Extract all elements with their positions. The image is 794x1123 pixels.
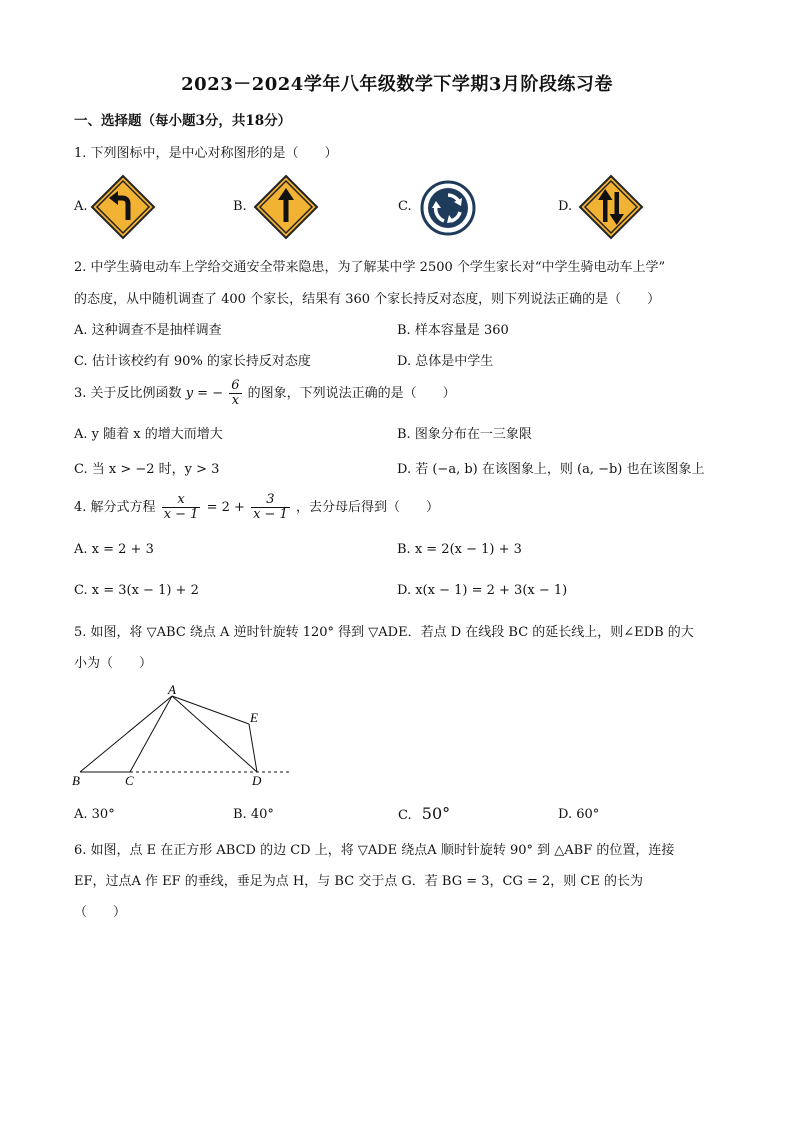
q2-stem-line2: 的态度，从中随机调查了 400 个家长，结果有 360 个家长持反对态度，则下列说法正确的是（ ） bbox=[74, 292, 661, 307]
q4-fraction-2-den: x − 1 bbox=[253, 507, 288, 522]
q3-option-d: D. 若 (−a, b) 在该图象上，则 (a, −b) 也在该图象上 bbox=[397, 462, 705, 477]
segment-ed bbox=[249, 724, 257, 772]
label-e: E bbox=[250, 710, 258, 725]
q4-stem-mid: = 2 + bbox=[206, 500, 245, 515]
page-title: 2023－2024学年八年级数学下学期3月阶段练习卷 bbox=[181, 74, 613, 95]
label-b: B bbox=[72, 773, 80, 788]
q3-stem-post: 的图象，下列说法正确的是（ ） bbox=[247, 386, 456, 401]
q3-func-lhs: y = − bbox=[185, 386, 224, 401]
q2-option-c: C. 估计该校约有 90% 的家长持反对态度 bbox=[74, 354, 311, 369]
q3-option-b: B. 图象分布在一三象限 bbox=[397, 427, 532, 442]
q6-stem-line3: （ ） bbox=[74, 905, 127, 920]
segment-ae bbox=[172, 696, 249, 724]
q3-option-c: C. 当 x > −2 时，y > 3 bbox=[74, 462, 220, 477]
q4-fraction-1-den: x − 1 bbox=[163, 507, 199, 522]
q5-option-c bbox=[398, 804, 450, 823]
q2-stem-line1: 2. 中学生骑电动车上学给交通安全带来隐患，为了解某中学 2500 个学生家长对“中学生骑电动车上学” bbox=[74, 260, 666, 275]
q1-option-d-label: D. bbox=[558, 199, 573, 214]
q2-option-d: D. 总体是中学生 bbox=[397, 354, 494, 369]
q3-fraction bbox=[229, 379, 241, 408]
q1-stem: 1. 下列图标中，是中心对称图形的是（ ） bbox=[74, 146, 338, 161]
label-c: C bbox=[125, 773, 134, 788]
q2-option-b: B. 样本容量是 360 bbox=[397, 323, 509, 338]
q5-stem-line2: 小为（ ） bbox=[74, 656, 153, 671]
q3-stem bbox=[74, 377, 456, 411]
q4-fraction-1-num: x bbox=[162, 493, 201, 508]
q4-stem-pre: 4. 解分式方程 bbox=[74, 500, 156, 515]
label-a: A bbox=[168, 682, 176, 697]
q3-fraction-den: x bbox=[231, 393, 240, 408]
q4-option-d: D. x(x − 1) = 2 + 3(x − 1) bbox=[397, 583, 568, 598]
q5-option-c-value: 50° bbox=[421, 804, 451, 823]
label-d: D bbox=[252, 773, 262, 788]
q5-option-c-prefix: C. bbox=[398, 808, 412, 823]
two-way-traffic-sign-icon bbox=[578, 174, 644, 240]
q4-stem-post: ，去分母后得到（ ） bbox=[295, 500, 439, 515]
roundabout-sign-icon bbox=[420, 180, 476, 236]
q5-option-a: A. 30° bbox=[74, 807, 115, 822]
q6-stem-line2: EF，过点A 作 EF 的垂线，垂足为点 H，与 BC 交于点 G．若 BG = 3，CG = 2，则 CE 的长为 bbox=[74, 874, 643, 889]
q6-stem-line1: 6. 如图，点 E 在正方形 ABCD 的边 CD 上，将 ▽ADE 绕点A 顺时针旋转 90° 到 △ABF 的位置，连接 bbox=[74, 843, 675, 858]
q3-option-a: A. y 随着 x 的增大而增大 bbox=[74, 427, 223, 442]
section-heading: 一、选择题（每小题3分，共18分） bbox=[74, 113, 292, 129]
q4-option-a: A. x = 2 + 3 bbox=[74, 542, 154, 557]
q1-option-b-label: B. bbox=[233, 199, 247, 214]
q4-option-b: B. x = 2(x − 1) + 3 bbox=[397, 542, 522, 557]
segment-ac bbox=[130, 696, 172, 772]
left-turn-sign-icon bbox=[90, 174, 156, 240]
q1-option-a-label: A. bbox=[74, 199, 88, 214]
q5-geometry-figure bbox=[68, 683, 298, 793]
q4-stem bbox=[74, 490, 439, 526]
q5-option-b: B. 40° bbox=[233, 807, 274, 822]
segment-ad bbox=[172, 696, 257, 772]
q4-option-c: C. x = 3(x − 1) + 2 bbox=[74, 583, 199, 598]
q3-fraction-num: 6 bbox=[231, 378, 240, 393]
q2-option-a: A. 这种调查不是抽样调查 bbox=[74, 323, 222, 338]
q5-stem-line1: 5. 如图，将 ▽ABC 绕点 A 逆时针旋转 120° 得到 ▽ADE．若点 D 在线段 BC 的延长线上，则∠EDB 的大 bbox=[74, 625, 694, 640]
q5-option-d: D. 60° bbox=[558, 807, 600, 822]
q4-fraction-1 bbox=[162, 493, 201, 522]
q3-stem-pre: 3. 关于反比例函数 bbox=[74, 386, 182, 401]
q1-option-c-label: C. bbox=[398, 199, 412, 214]
q4-fraction-2-num: 3 bbox=[251, 493, 290, 508]
q4-fraction-2 bbox=[251, 493, 290, 522]
straight-ahead-sign-icon bbox=[253, 174, 319, 240]
segment-ab bbox=[80, 696, 172, 772]
